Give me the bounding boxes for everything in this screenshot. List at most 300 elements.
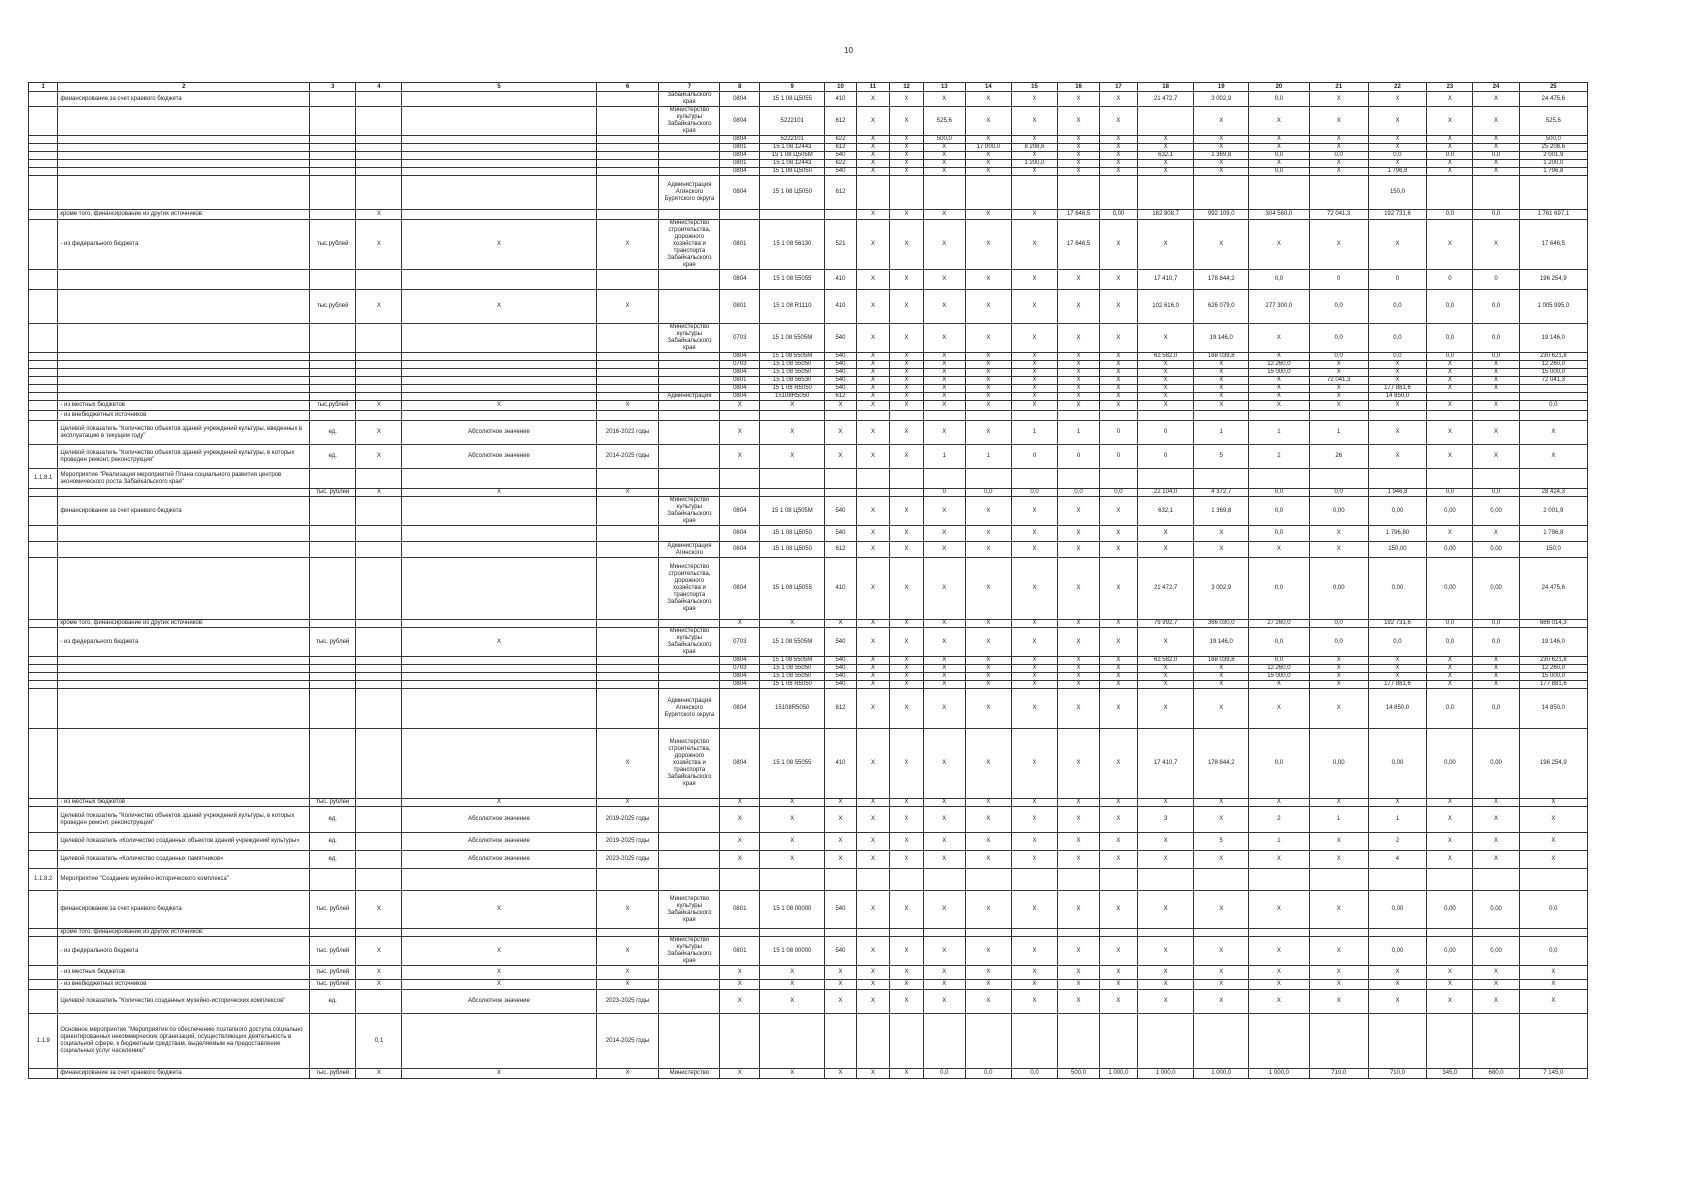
table-cell: Х [1194, 966, 1249, 980]
row-label-cell: - из внебюджетных источников [58, 411, 310, 421]
table-cell: 2 001,9 [1519, 497, 1587, 526]
table-cell: 15 000,0 [1248, 673, 1309, 681]
table-cell: Х [1248, 891, 1309, 929]
table-cell: Х [1011, 353, 1057, 361]
table-row [29, 369, 1588, 377]
table-cell: Х [923, 526, 965, 542]
table-cell [1427, 393, 1473, 401]
table-cell [965, 469, 1011, 489]
table-cell: Х [1368, 136, 1427, 144]
table-cell: Х [890, 361, 924, 369]
table-cell [1194, 869, 1249, 891]
table-cell: 0801 [720, 220, 760, 270]
table-cell [310, 657, 356, 665]
table-cell: Х [720, 799, 760, 807]
table-cell: Администрация Агинского Бурятского округа [659, 689, 720, 729]
table-row [29, 168, 1588, 176]
table-cell: 14 850,0 [1368, 393, 1427, 401]
table-cell: 0,0 [1473, 620, 1519, 628]
table-row [29, 377, 1588, 385]
table-cell: Х [1427, 990, 1473, 1014]
table-cell: Х [890, 385, 924, 393]
table-cell: 0 [923, 489, 965, 497]
table-cell [923, 869, 965, 891]
table-cell: Х [402, 937, 596, 966]
table-cell [310, 385, 356, 393]
table-cell: Х [1058, 681, 1100, 689]
table-cell: Х [1427, 160, 1473, 168]
table-cell: Х [1058, 353, 1100, 361]
table-cell: 410 [825, 270, 856, 290]
table-cell: 0,0 [1368, 353, 1427, 361]
table-cell: Х [356, 966, 402, 980]
table-cell: 0,0 [1473, 324, 1519, 353]
table-cell [965, 869, 1011, 891]
table-cell: 15 1 08 R5050 [760, 681, 825, 689]
table-cell: Х [1100, 729, 1138, 799]
table-cell [356, 681, 402, 689]
table-row [29, 176, 1588, 210]
table-cell: Х [402, 891, 596, 929]
table-cell: Х [890, 980, 924, 990]
table-cell: Х [856, 144, 890, 152]
table-cell: 1.1.8.1 [29, 469, 58, 489]
table-row [29, 497, 1588, 526]
table-cell [402, 869, 596, 891]
table-cell [310, 136, 356, 144]
col-header: 14 [965, 83, 1011, 92]
table-cell: Х [1368, 421, 1427, 445]
table-cell [310, 210, 356, 220]
table-cell [356, 160, 402, 168]
table-cell [596, 869, 659, 891]
table-cell: 15 1 08 R1110 [760, 290, 825, 324]
page-number: 10 [844, 46, 853, 55]
table-row [29, 542, 1588, 558]
table-cell: 15 1 08 55050 [760, 673, 825, 681]
table-cell: Х [1100, 799, 1138, 807]
table-cell [596, 136, 659, 144]
table-cell: Х [1309, 681, 1368, 689]
table-cell: 666 014,3 [1519, 620, 1587, 628]
table-cell [720, 489, 760, 497]
table-cell: 3 [1137, 807, 1194, 833]
table-cell: Х [1309, 385, 1368, 393]
table-cell [356, 385, 402, 393]
table-cell [402, 144, 596, 152]
table-cell: Х [856, 620, 890, 628]
table-cell: Х [402, 220, 596, 270]
table-cell: Х [1137, 681, 1194, 689]
table-cell [659, 1014, 720, 1069]
table-cell: Х [856, 980, 890, 990]
table-cell: Х [1137, 136, 1194, 144]
table-cell: 15 1 08 R5050 [760, 385, 825, 393]
table-cell [825, 210, 856, 220]
row-label-cell [58, 385, 310, 393]
table-cell: 540 [825, 361, 856, 369]
table-cell: Х [1100, 393, 1138, 401]
table-cell: 150,0 [1519, 542, 1587, 558]
table-cell [29, 107, 58, 136]
table-cell: Министерство [659, 1069, 720, 1079]
table-cell [356, 361, 402, 369]
table-cell: 1 [1248, 421, 1309, 445]
table-cell: Х [1137, 665, 1194, 673]
table-cell: Х [1427, 681, 1473, 689]
table-cell: Х [402, 799, 596, 807]
table-cell: 24 475,6 [1519, 92, 1587, 107]
table-cell [1473, 929, 1519, 937]
table-cell [1368, 869, 1427, 891]
table-cell [1248, 1014, 1309, 1069]
table-cell: Х [720, 620, 760, 628]
table-cell [596, 324, 659, 353]
table-cell [825, 489, 856, 497]
table-row [29, 628, 1588, 657]
table-cell: Х [856, 324, 890, 353]
table-cell: Х [825, 833, 856, 851]
table-cell: Х [356, 980, 402, 990]
table-cell: Х [856, 542, 890, 558]
col-header: 16 [1058, 83, 1100, 92]
table-cell [29, 807, 58, 833]
table-cell: Х [1473, 168, 1519, 176]
table-cell: Х [923, 210, 965, 220]
table-cell: 540 [825, 937, 856, 966]
table-cell: Х [856, 290, 890, 324]
table-cell: Х [856, 152, 890, 160]
table-cell: Х [965, 937, 1011, 966]
col-header: 22 [1368, 83, 1427, 92]
table-cell: Х [1248, 220, 1309, 270]
table-cell [596, 497, 659, 526]
table-cell [1309, 869, 1368, 891]
table-cell [29, 160, 58, 168]
table-cell: Х [1309, 160, 1368, 168]
table-cell: Х [1011, 152, 1057, 160]
table-cell: 196 254,9 [1519, 729, 1587, 799]
table-cell: Х [965, 665, 1011, 673]
row-label-cell [58, 160, 310, 168]
table-cell [659, 411, 720, 421]
table-cell: Х [965, 152, 1011, 160]
row-label-cell [58, 107, 310, 136]
table-cell: Х [760, 1069, 825, 1079]
table-cell: ед. [310, 851, 356, 869]
table-cell: Х [356, 1069, 402, 1079]
table-row [29, 966, 1588, 980]
table-cell: Х [1427, 657, 1473, 665]
table-cell: Х [1011, 558, 1057, 620]
table-cell: Х [1058, 401, 1100, 411]
table-cell: 0804 [720, 558, 760, 620]
table-cell: 15 000,0 [1519, 673, 1587, 681]
table-cell: Х [890, 445, 924, 469]
table-cell: Х [1100, 937, 1138, 966]
table-cell [1011, 411, 1057, 421]
table-cell: Х [1011, 657, 1057, 665]
table-cell: Х [890, 152, 924, 160]
table-cell: Х [890, 657, 924, 665]
table-cell [402, 152, 596, 160]
table-cell: Министерство строительства, дорожного хозяйства и транспорта Забайкальского края [659, 729, 720, 799]
table-cell [402, 393, 596, 401]
table-cell: Х [1100, 497, 1138, 526]
table-cell [402, 929, 596, 937]
table-cell [596, 369, 659, 377]
table-cell [29, 799, 58, 807]
row-label-cell [58, 681, 310, 689]
table-cell: Х [596, 401, 659, 411]
table-cell: 62 582,0 [1137, 353, 1194, 361]
table-cell [29, 665, 58, 673]
table-cell [310, 526, 356, 542]
table-cell [1194, 469, 1249, 489]
col-header: 3 [310, 83, 356, 92]
table-cell: 15 1 08 56530 [760, 377, 825, 385]
table-cell: Х [890, 168, 924, 176]
table-cell: Х [402, 401, 596, 411]
table-cell: 0 [1100, 445, 1138, 469]
table-cell: 540 [825, 324, 856, 353]
table-cell: 525,6 [923, 107, 965, 136]
table-cell: Х [1519, 980, 1587, 990]
table-cell [1194, 929, 1249, 937]
table-cell: Х [760, 807, 825, 833]
table-cell: Х [1011, 401, 1057, 411]
table-cell: Х [1309, 168, 1368, 176]
table-cell: 680,0 [1473, 1069, 1519, 1079]
table-cell [29, 558, 58, 620]
table-cell: Х [856, 966, 890, 980]
table-cell: Х [356, 401, 402, 411]
table-cell: 79 992,7 [1137, 620, 1194, 628]
table-cell: 5222101 [760, 136, 825, 144]
table-cell [356, 136, 402, 144]
table-cell [1058, 176, 1100, 210]
table-cell [402, 411, 596, 421]
table-cell: Х [1194, 107, 1249, 136]
table-cell: 0,0 [1248, 270, 1309, 290]
table-cell: Х [1058, 385, 1100, 393]
table-cell [402, 1014, 596, 1069]
table-cell: Х [1194, 673, 1249, 681]
col-header: 12 [890, 83, 924, 92]
table-cell: 632,1 [1137, 152, 1194, 160]
table-cell: 0804 [720, 136, 760, 144]
table-cell [1058, 469, 1100, 489]
table-cell: Х [923, 990, 965, 1014]
table-cell: Х [1137, 799, 1194, 807]
table-cell: Х [856, 107, 890, 136]
table-cell [29, 421, 58, 445]
table-cell: 102 616,0 [1137, 290, 1194, 324]
table-cell [1100, 469, 1138, 489]
row-label-cell [58, 152, 310, 160]
table-cell [825, 929, 856, 937]
table-cell [596, 144, 659, 152]
table-cell [356, 673, 402, 681]
table-cell: Х [596, 290, 659, 324]
table-cell: Х [890, 369, 924, 377]
table-cell [29, 136, 58, 144]
table-cell: Х [1137, 833, 1194, 851]
table-cell: Х [1248, 136, 1309, 144]
table-cell: Х [965, 558, 1011, 620]
table-cell: 12 260,0 [1248, 665, 1309, 673]
table-cell: Х [1137, 628, 1194, 657]
table-cell [1473, 1014, 1519, 1069]
table-cell [659, 869, 720, 891]
table-cell: Х [1519, 833, 1587, 851]
table-row [29, 833, 1588, 851]
table-cell [310, 144, 356, 152]
table-cell [659, 799, 720, 807]
table-cell [596, 152, 659, 160]
table-cell: Х [856, 220, 890, 270]
table-cell [356, 176, 402, 210]
table-cell [720, 411, 760, 421]
table-cell [402, 160, 596, 168]
table-cell: Х [965, 401, 1011, 411]
table-cell [1309, 1014, 1368, 1069]
row-label-cell: Целевой показатель «Количество созданных объектов зданий учреждений культуры» [58, 833, 310, 851]
table-cell: 410 [825, 92, 856, 107]
table-cell: Х [856, 689, 890, 729]
row-label-cell [58, 270, 310, 290]
table-cell: 15108R5050 [760, 393, 825, 401]
table-cell [402, 558, 596, 620]
table-cell [29, 176, 58, 210]
table-cell [356, 369, 402, 377]
table-row [29, 681, 1588, 689]
table-cell: 2 [1368, 833, 1427, 851]
table-cell: 7 145,0 [1519, 1069, 1587, 1079]
table-row [29, 937, 1588, 966]
table-cell: Х [1011, 324, 1057, 353]
table-cell [596, 628, 659, 657]
row-label-cell [58, 361, 310, 369]
table-cell: Х [1309, 799, 1368, 807]
table-cell [1058, 1014, 1100, 1069]
table-cell [356, 152, 402, 160]
table-cell: Х [1100, 377, 1138, 385]
table-cell [356, 799, 402, 807]
table-cell: Х [1427, 168, 1473, 176]
table-cell: Х [890, 681, 924, 689]
table-row [29, 799, 1588, 807]
table-cell: 540 [825, 673, 856, 681]
table-row [29, 469, 1588, 489]
table-cell: Х [1248, 937, 1309, 966]
table-cell: 2023-2025 годы [596, 851, 659, 869]
table-cell: Х [965, 353, 1011, 361]
table-cell [1011, 469, 1057, 489]
table-cell: 1 [965, 445, 1011, 469]
table-cell [29, 929, 58, 937]
table-cell [29, 891, 58, 929]
table-cell: Х [1427, 980, 1473, 990]
table-cell [1058, 411, 1100, 421]
table-cell: Х [1137, 673, 1194, 681]
table-cell: 1 946,8 [1368, 489, 1427, 497]
table-cell: 28 424,3 [1519, 489, 1587, 497]
table-cell: ед. [310, 807, 356, 833]
table-cell: Х [825, 1069, 856, 1079]
table-cell: тыс. рублей [310, 628, 356, 657]
table-cell [29, 270, 58, 290]
table-cell: Х [890, 497, 924, 526]
table-cell: 540 [825, 665, 856, 673]
table-cell: 19 146,0 [1519, 628, 1587, 657]
table-cell: 0801 [720, 937, 760, 966]
table-cell: Х [1011, 385, 1057, 393]
table-cell: Х [720, 980, 760, 990]
table-cell: 0,00 [1427, 558, 1473, 620]
table-cell: 0703 [720, 628, 760, 657]
table-cell: Х [1427, 445, 1473, 469]
table-cell [596, 385, 659, 393]
table-cell [659, 673, 720, 681]
table-cell: Х [923, 421, 965, 445]
row-label-cell [58, 144, 310, 152]
row-label-cell [58, 673, 310, 681]
table-cell: Х [1194, 377, 1249, 385]
table-cell [356, 469, 402, 489]
table-cell: 0,0 [1519, 937, 1587, 966]
table-cell [596, 681, 659, 689]
table-cell [29, 144, 58, 152]
col-header: 13 [923, 83, 965, 92]
table-cell: Министерство культуры Забайкальского края [659, 324, 720, 353]
table-cell: Х [890, 107, 924, 136]
table-cell: Х [923, 290, 965, 324]
table-cell [890, 1014, 924, 1069]
table-cell: 0 [1309, 270, 1368, 290]
table-cell: 1 000,0 [1248, 1069, 1309, 1079]
table-cell: 15 1 08 Ц5055 [760, 92, 825, 107]
table-cell: Х [596, 966, 659, 980]
table-cell: Х [1100, 353, 1138, 361]
table-cell [402, 385, 596, 393]
table-cell: Х [856, 665, 890, 673]
table-cell: Х [1248, 144, 1309, 152]
table-cell: 1 796,80 [1368, 526, 1427, 542]
table-cell: 182 808,7 [1137, 210, 1194, 220]
table-cell: 1 [1248, 833, 1309, 851]
row-label-cell [58, 176, 310, 210]
table-row [29, 990, 1588, 1014]
table-cell: 26 [1309, 445, 1368, 469]
table-cell [659, 210, 720, 220]
table-cell: 0,00 [1368, 497, 1427, 526]
table-cell: Министерство культуры Забайкальского края [659, 107, 720, 136]
table-cell: 2023-2025 годы [596, 990, 659, 1014]
table-cell: Х [1194, 369, 1249, 377]
budget-table [28, 82, 1588, 1079]
table-cell: 540 [825, 168, 856, 176]
table-cell [1427, 1014, 1473, 1069]
table-cell: Х [1011, 270, 1057, 290]
table-row [29, 421, 1588, 445]
table-cell [825, 869, 856, 891]
table-cell: Х [965, 620, 1011, 628]
table-cell [1368, 411, 1427, 421]
table-cell: 0,0 [1309, 324, 1368, 353]
table-cell: Х [1058, 526, 1100, 542]
table-cell: Х [1058, 729, 1100, 799]
